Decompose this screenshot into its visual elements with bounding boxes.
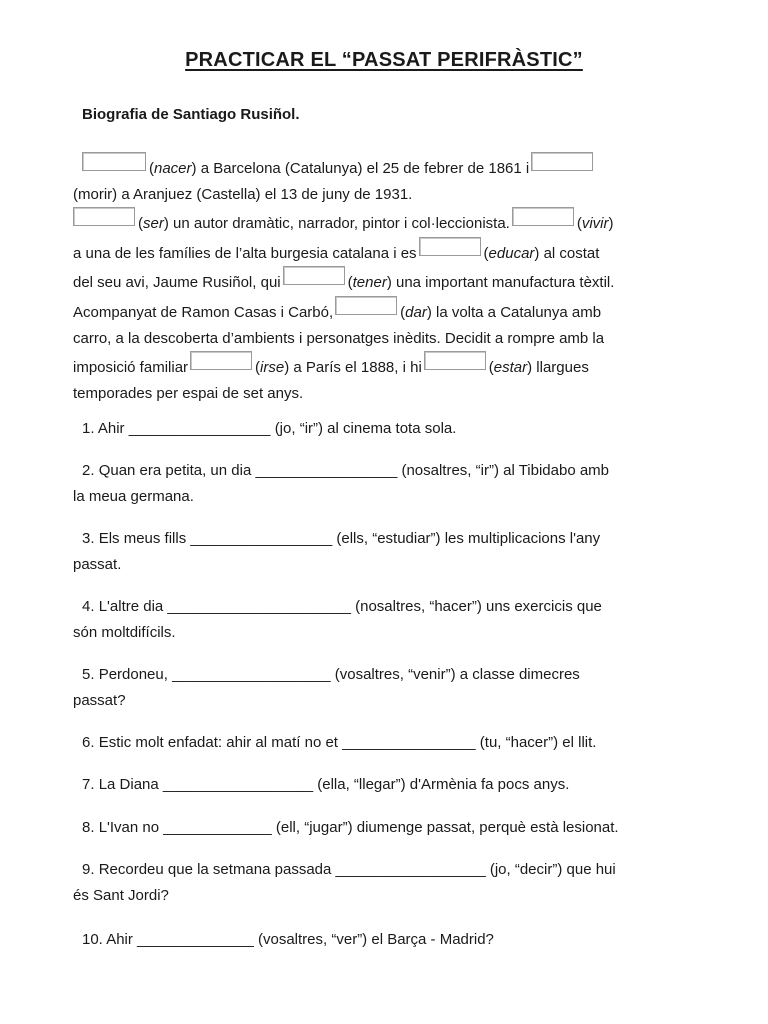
answer-box-1[interactable]	[82, 152, 146, 171]
verb-hint: nacer	[154, 160, 192, 177]
verb-hint: dar	[405, 303, 427, 321]
exercise-item: 1. Ahir _________________ (jo, “ir”) al cinema tota sola.	[82, 420, 457, 437]
exercise-item: 2. Quan era petita, un dia _________________ (nosaltres, “ir”) al Tibidabo amb la meua germana.	[73, 462, 610, 505]
verb-hint: ser	[143, 215, 164, 233]
exercise-item: 10. Ahir ______________ (vosaltres, “ver”) el Barça - Madrid?	[82, 931, 494, 948]
verb-hint: irse	[260, 359, 285, 377]
answer-box-9[interactable]	[424, 351, 486, 370]
answer-box-3[interactable]	[73, 207, 135, 226]
answer-box-5[interactable]	[419, 237, 481, 256]
exercise-item: 9. Recordeu que la setmana passada __________________ (jo, “decir”) que hui és Sant Jordi?	[73, 861, 616, 904]
exercise-item: 7. La Diana __________________ (ella, “llegar”) d'Armènia fa pocs anys.	[82, 776, 570, 793]
verb-hint: tener	[352, 274, 387, 292]
exercise-item: 4. L'altre dia ______________________ (nosaltres, “hacer”) uns exercicis que són moltdifícils.	[73, 598, 602, 641]
answer-box-2[interactable]	[531, 152, 593, 171]
exercise-item: 3. Els meus fills _________________ (ells, “estudiar”) les multiplicacions l'any passat.	[73, 530, 601, 573]
verb-hint: estar	[493, 359, 528, 377]
verb-hint: vivir	[581, 215, 609, 233]
exercise-item: 6. Estic molt enfadat: ahir al matí no et ________________ (tu, “hacer”) el llit.	[82, 734, 597, 751]
exercise-item: 8. L'Ivan no _____________ (ell, “jugar”) diumenge passat, perquè està lesionat.	[82, 819, 619, 836]
page-title: PRACTICAR EL “PASSAT PERIFRÀSTIC”	[185, 49, 583, 71]
answer-box-7[interactable]	[335, 296, 397, 315]
exercise-item: 5. Perdoneu, ___________________ (vosaltres, “venir”) a classe dimecres passat?	[73, 666, 580, 709]
verb-hint: educar	[488, 244, 535, 262]
answer-box-6[interactable]	[283, 266, 345, 285]
answer-box-8[interactable]	[190, 351, 252, 370]
section-subtitle: Biografia de Santiago Rusiñol.	[82, 106, 300, 123]
biography-paragraph: (nacer) a Barcelona (Catalunya) el 25 de febrer de 1861 i (morir) a Aranjuez (Castella) el 13 de juny de 1931. (ser) un autor dramàtic, narrador, pintor i col·leccionista. (vivir) a una de les famílies de l’alta burgesia catalana i es (educar) al costat del seu avi, Jaume Rusiñol, qui (tener) una important manufactura tèxtil. Acompanyat de Ramon Casas i Carbó, (dar) la volta a Catalunya amb carro, a la descoberta d’ambients i personatges inèdits. Decidit a rompre amb la imposició familiar (irse) a París el 1888, i hi (estar) llargues temporades per espai de set anys.	[73, 152, 709, 406]
answer-box-4[interactable]	[512, 207, 574, 226]
